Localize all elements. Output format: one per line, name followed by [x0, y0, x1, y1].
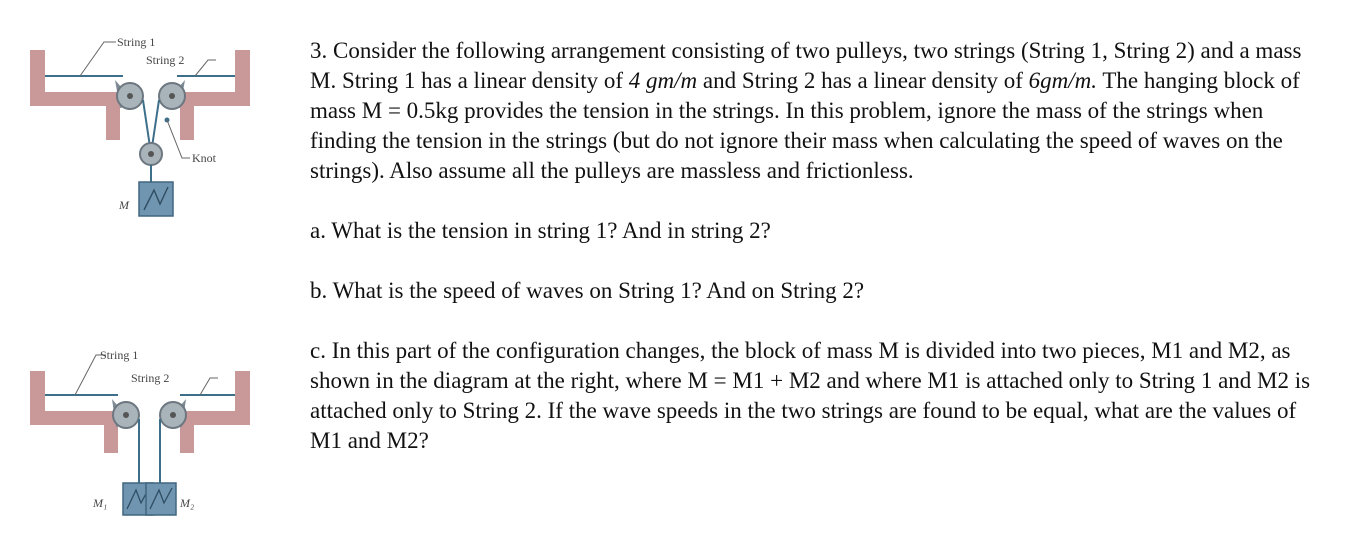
left-support: [30, 371, 118, 453]
mass-1-label: M₁: [93, 496, 108, 510]
question-b: b. What is the speed of waves on String 1? And on String 2?: [310, 278, 865, 303]
string-1-density: 4 gm/m: [628, 68, 698, 93]
string-2-leader: [195, 60, 216, 76]
left-pulley-axle: [123, 412, 129, 418]
intro-part-1: 3. Consider the following arrangement consisting of two pulleys, two strings (String 1, String 2) and a mass M. String 1 has a linear density of: [310, 38, 1302, 93]
right-pulley-axle: [169, 93, 175, 99]
figure-two-masses: [20, 333, 270, 523]
string-2-vertical: [152, 100, 159, 147]
string-2-leader: [200, 378, 218, 395]
string-2-label: String 2: [146, 53, 185, 67]
string-2-density: 6gm/m.: [1028, 68, 1098, 93]
string-1-vertical: [143, 100, 150, 147]
question-a: a. What is the tension in string 1? And in string 2?: [310, 218, 771, 243]
figure-single-mass: [20, 20, 270, 230]
right-support: [180, 371, 250, 453]
mass-2-label: M₂: [180, 496, 195, 510]
knot-label: Knot: [192, 151, 216, 165]
string-1-label: String 1: [117, 35, 156, 49]
string-2-label: String 2: [131, 371, 170, 385]
string-1-leader: [80, 42, 116, 76]
left-pulley-axle: [127, 93, 133, 99]
problem-text: [310, 36, 1330, 456]
string-1-label: String 1: [100, 348, 139, 362]
problem-intro: [310, 36, 1330, 186]
intro-part-3: The hanging block of mass M = 0.5kg provides the tension in the strings. In this problem, ignore the mass of the strings when finding the tension in the strings (but do not ignore their mass when calculating the speed of waves on the strings). Also assume all the pulleys are massless and frictionless.: [310, 68, 1300, 183]
intro-part-2: and String 2 has a linear density of: [697, 68, 1029, 93]
left-support: [30, 50, 120, 140]
mass-label: M: [119, 198, 129, 212]
right-pulley-axle: [170, 412, 176, 418]
right-support: [180, 50, 250, 140]
lower-pulley-axle: [148, 151, 154, 157]
question-c: c. In this part of the configuration changes, the block of mass M is divided into two pieces, M1 and M2, as shown in the diagram at the right, where M = M1 + M2 and where M1 is attached only to String 1 and M2 is attached only to String 2. If the wave speeds in the two strings are found to be equal, what are the values of M1 and M2?: [310, 338, 1311, 453]
